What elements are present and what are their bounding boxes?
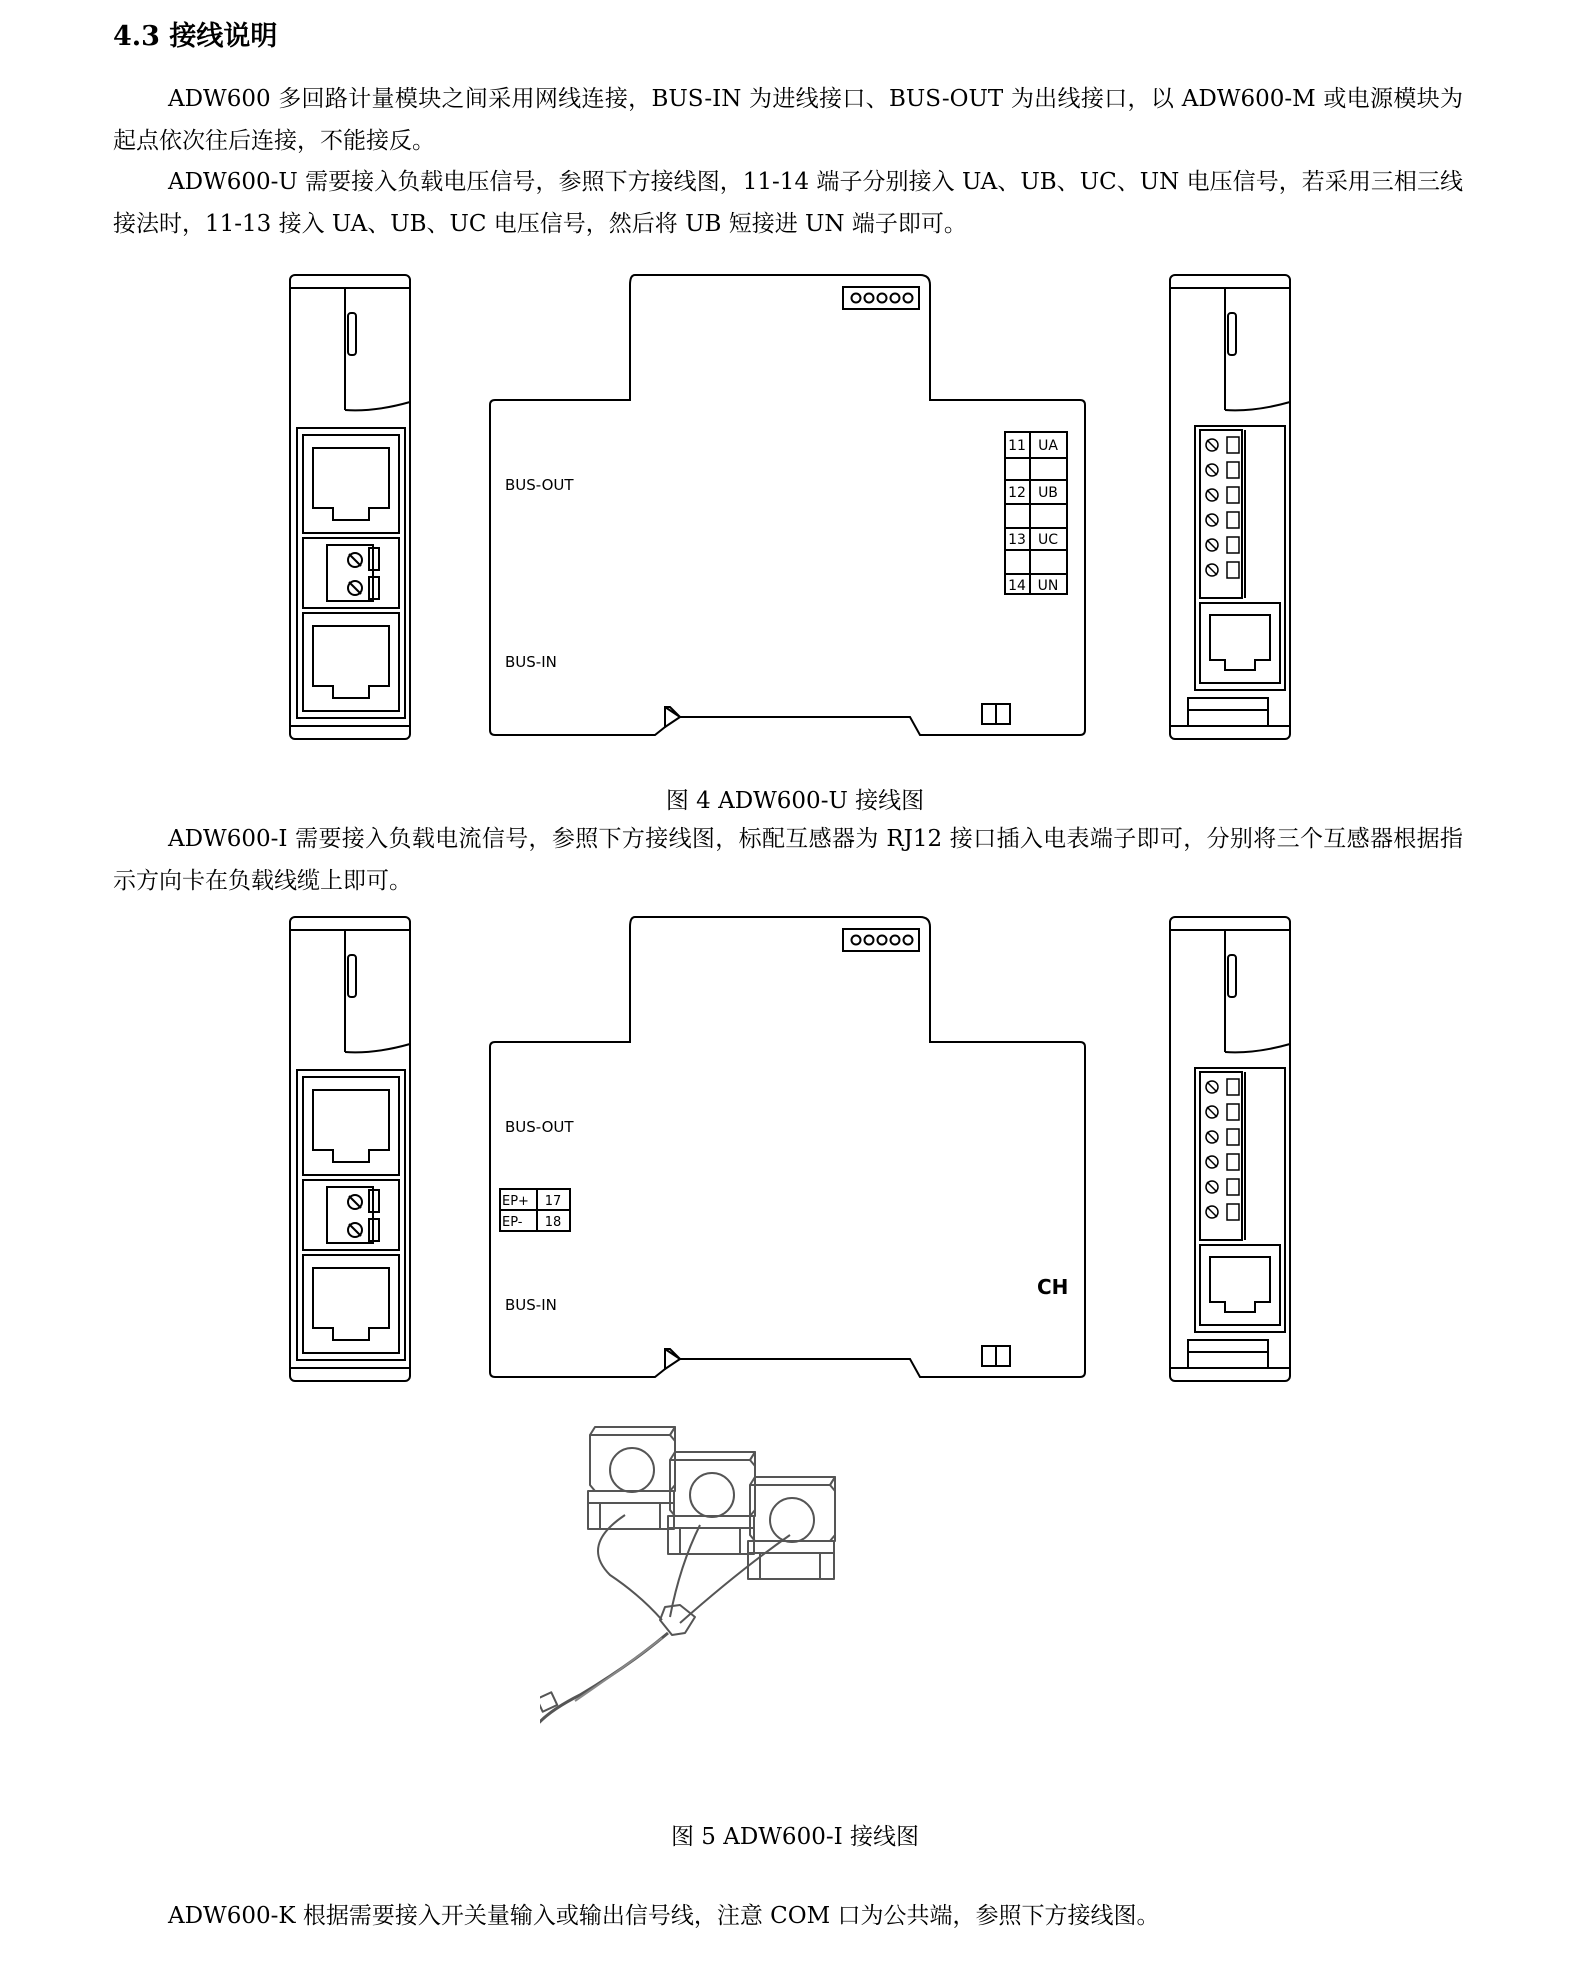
- terminal-number: 11: [1008, 438, 1026, 454]
- terminal-number: 12: [1008, 485, 1026, 501]
- right-terminal-screws: [1206, 1079, 1239, 1220]
- terminal-name: UN: [1037, 578, 1059, 594]
- right-side-view: [1170, 275, 1290, 739]
- terminal-name: UB: [1038, 485, 1058, 501]
- center-front-view: [490, 275, 1085, 735]
- terminal-name: EP+: [502, 1194, 529, 1209]
- paragraph-adw600-u: ADW600-U 需要接入负载电压信号，参照下方接线图，11-14 端子分别接入 UA、UB、UC、UN 电压信号，若采用三相三线接法时，11-13 接入 UA、UB、UC 电压信号，然后将 UB 短接进 UN 端子即可。: [113, 169, 1463, 237]
- center-front-view: [490, 917, 1085, 1377]
- terminal-name: UA: [1038, 438, 1058, 454]
- terminal-name: EP-: [502, 1215, 523, 1230]
- terminal-number: 13: [1008, 532, 1026, 548]
- left-side-view: [290, 917, 410, 1381]
- bus-in-label: BUS-IN: [505, 1296, 557, 1314]
- current-transformer-2: [668, 1452, 755, 1554]
- current-transformers-illustration: [540, 1395, 1010, 1775]
- figure-5-caption: 图 5 ADW600-I 接线图: [670, 1824, 919, 1850]
- right-side-view: [1170, 917, 1290, 1381]
- figure-4-diagram: [285, 270, 1295, 750]
- bus-in-label: BUS-IN: [505, 653, 557, 671]
- left-side-view: [290, 275, 410, 739]
- bus-out-label: BUS-OUT: [505, 1118, 574, 1136]
- terminal-name: UC: [1037, 532, 1059, 548]
- ch-label: CH: [1037, 1275, 1069, 1299]
- terminal-number: 18: [544, 1215, 562, 1230]
- section-title: 4.3 接线说明: [113, 21, 278, 52]
- paragraph-adw600-k: ADW600-K 根据需要接入开关量输入或输出信号线，注意 COM 口为公共端，参照下方接线图。: [168, 1903, 1160, 1929]
- paragraph-bus: ADW600 多回路计量模块之间采用网线连接，BUS-IN 为进线接口、BUS-OUT 为出线接口，以 ADW600-M 或电源模块为起点依次往后连接，不能接反。: [113, 86, 1463, 154]
- current-transformer-1: [588, 1427, 675, 1529]
- paragraph-adw600-i: ADW600-I 需要接入负载电流信号，参照下方接线图，标配互感器为 RJ12 接口插入电表端子即可，分别将三个互感器根据指示方向卡在负载线缆上即可。: [113, 826, 1463, 894]
- bus-out-label: BUS-OUT: [505, 476, 574, 494]
- terminal-number: 14: [1008, 578, 1026, 594]
- current-transformer-3: [748, 1477, 835, 1579]
- figure-4-caption: 图 4 ADW600-U 接线图: [665, 788, 925, 814]
- figure-5-diagram: [285, 912, 1295, 1392]
- terminal-number: 17: [544, 1194, 562, 1209]
- right-terminal-screws: [1206, 437, 1239, 578]
